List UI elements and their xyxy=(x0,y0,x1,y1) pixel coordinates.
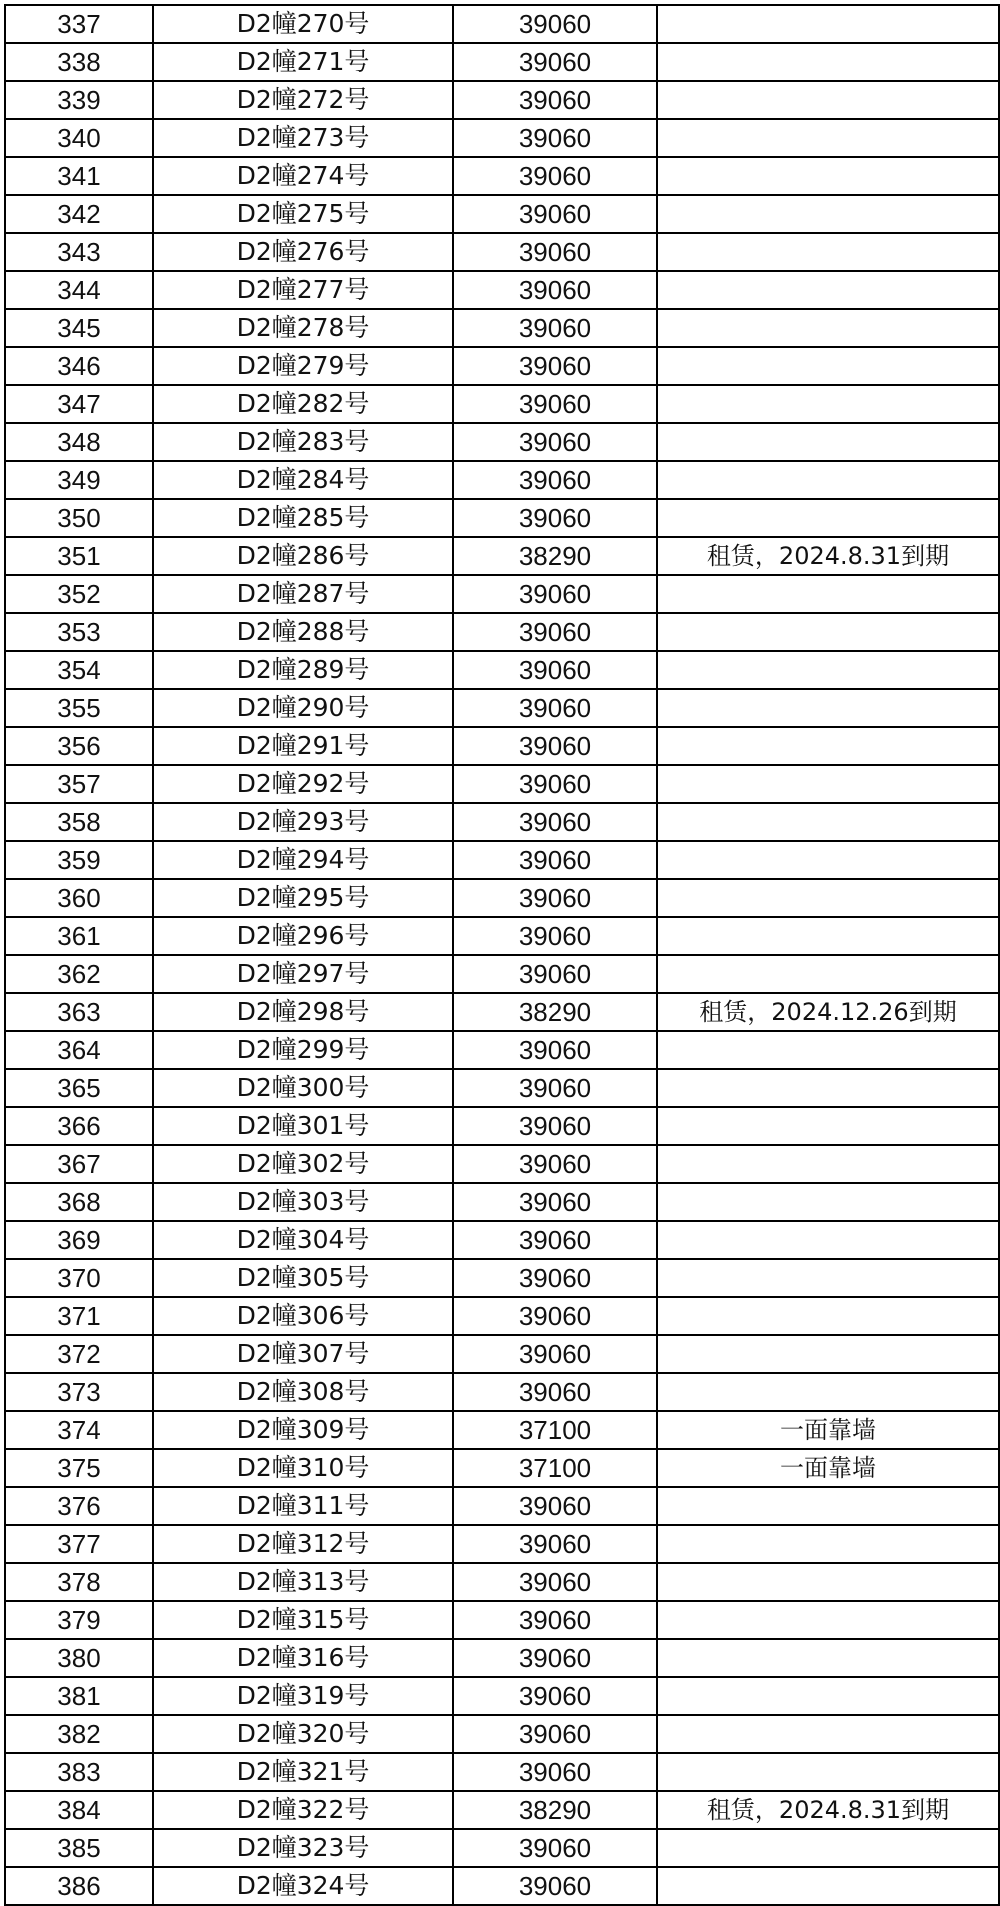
cell-index: 362 xyxy=(5,955,153,993)
cell-index: 372 xyxy=(5,1335,153,1373)
cell-unit: D2幢316号 xyxy=(153,1639,453,1677)
cell-price: 39060 xyxy=(453,575,657,613)
cell-price: 39060 xyxy=(453,423,657,461)
cell-price: 39060 xyxy=(453,879,657,917)
cell-note: 租赁，2024.12.26到期 xyxy=(657,993,999,1031)
cell-unit: D2幢283号 xyxy=(153,423,453,461)
table-row xyxy=(5,537,999,575)
cell-index: 384 xyxy=(5,1791,153,1829)
cell-unit: D2幢285号 xyxy=(153,499,453,537)
cell-index: 361 xyxy=(5,917,153,955)
cell-price: 39060 xyxy=(453,1259,657,1297)
cell-index: 380 xyxy=(5,1639,153,1677)
cell-note xyxy=(657,309,999,347)
table-row xyxy=(5,1183,999,1221)
cell-index: 344 xyxy=(5,271,153,309)
table-row xyxy=(5,917,999,955)
cell-price: 39060 xyxy=(453,1829,657,1867)
cell-price: 39060 xyxy=(453,43,657,81)
cell-index: 355 xyxy=(5,689,153,727)
cell-index: 369 xyxy=(5,1221,153,1259)
cell-index: 379 xyxy=(5,1601,153,1639)
listing-table xyxy=(4,4,1000,1906)
cell-note: 租赁，2024.8.31到期 xyxy=(657,1791,999,1829)
cell-index: 365 xyxy=(5,1069,153,1107)
cell-index: 353 xyxy=(5,613,153,651)
table-row xyxy=(5,1639,999,1677)
cell-note xyxy=(657,917,999,955)
cell-note xyxy=(657,5,999,43)
table-row xyxy=(5,1145,999,1183)
cell-index: 385 xyxy=(5,1829,153,1867)
table-row xyxy=(5,1335,999,1373)
table-row xyxy=(5,195,999,233)
table-row xyxy=(5,81,999,119)
cell-note xyxy=(657,803,999,841)
table-row xyxy=(5,1487,999,1525)
table-row xyxy=(5,1791,999,1829)
cell-price: 37100 xyxy=(453,1449,657,1487)
cell-note xyxy=(657,1715,999,1753)
cell-note: 一面靠墙 xyxy=(657,1411,999,1449)
cell-price: 39060 xyxy=(453,271,657,309)
cell-index: 354 xyxy=(5,651,153,689)
cell-price: 39060 xyxy=(453,1525,657,1563)
cell-unit: D2幢304号 xyxy=(153,1221,453,1259)
table-row xyxy=(5,499,999,537)
cell-note xyxy=(657,1563,999,1601)
cell-index: 341 xyxy=(5,157,153,195)
cell-price: 39060 xyxy=(453,765,657,803)
cell-unit: D2幢271号 xyxy=(153,43,453,81)
cell-index: 374 xyxy=(5,1411,153,1449)
cell-index: 347 xyxy=(5,385,153,423)
cell-unit: D2幢309号 xyxy=(153,1411,453,1449)
cell-unit: D2幢291号 xyxy=(153,727,453,765)
table-row xyxy=(5,1525,999,1563)
cell-unit: D2幢311号 xyxy=(153,1487,453,1525)
cell-price: 39060 xyxy=(453,651,657,689)
cell-note xyxy=(657,765,999,803)
cell-index: 351 xyxy=(5,537,153,575)
cell-note xyxy=(657,1183,999,1221)
cell-note xyxy=(657,1145,999,1183)
table-row xyxy=(5,1221,999,1259)
cell-unit: D2幢319号 xyxy=(153,1677,453,1715)
cell-note xyxy=(657,1829,999,1867)
cell-price: 39060 xyxy=(453,613,657,651)
table-row xyxy=(5,1715,999,1753)
table-row xyxy=(5,385,999,423)
cell-note xyxy=(657,841,999,879)
cell-unit: D2幢298号 xyxy=(153,993,453,1031)
cell-unit: D2幢272号 xyxy=(153,81,453,119)
cell-unit: D2幢305号 xyxy=(153,1259,453,1297)
cell-note xyxy=(657,1867,999,1905)
table-row xyxy=(5,119,999,157)
cell-index: 359 xyxy=(5,841,153,879)
cell-unit: D2幢322号 xyxy=(153,1791,453,1829)
cell-index: 338 xyxy=(5,43,153,81)
table-row xyxy=(5,1069,999,1107)
cell-price: 39060 xyxy=(453,1335,657,1373)
cell-price: 39060 xyxy=(453,1221,657,1259)
cell-index: 340 xyxy=(5,119,153,157)
cell-price: 39060 xyxy=(453,461,657,499)
table-row xyxy=(5,271,999,309)
cell-price: 39060 xyxy=(453,1639,657,1677)
table-row xyxy=(5,157,999,195)
cell-price: 39060 xyxy=(453,1069,657,1107)
cell-note xyxy=(657,423,999,461)
cell-note: 租赁，2024.8.31到期 xyxy=(657,537,999,575)
cell-price: 39060 xyxy=(453,1753,657,1791)
cell-index: 357 xyxy=(5,765,153,803)
cell-note xyxy=(657,271,999,309)
cell-index: 370 xyxy=(5,1259,153,1297)
cell-price: 39060 xyxy=(453,1563,657,1601)
cell-price: 39060 xyxy=(453,803,657,841)
cell-index: 368 xyxy=(5,1183,153,1221)
table-row xyxy=(5,347,999,385)
cell-unit: D2幢299号 xyxy=(153,1031,453,1069)
table-row xyxy=(5,1449,999,1487)
table-row xyxy=(5,1297,999,1335)
cell-unit: D2幢292号 xyxy=(153,765,453,803)
cell-unit: D2幢284号 xyxy=(153,461,453,499)
cell-unit: D2幢315号 xyxy=(153,1601,453,1639)
cell-unit: D2幢308号 xyxy=(153,1373,453,1411)
cell-price: 39060 xyxy=(453,1031,657,1069)
cell-price: 39060 xyxy=(453,1297,657,1335)
cell-price: 39060 xyxy=(453,689,657,727)
cell-unit: D2幢276号 xyxy=(153,233,453,271)
cell-note xyxy=(657,879,999,917)
cell-index: 383 xyxy=(5,1753,153,1791)
cell-index: 360 xyxy=(5,879,153,917)
table-row xyxy=(5,1411,999,1449)
cell-price: 39060 xyxy=(453,917,657,955)
cell-unit: D2幢282号 xyxy=(153,385,453,423)
cell-price: 37100 xyxy=(453,1411,657,1449)
cell-unit: D2幢307号 xyxy=(153,1335,453,1373)
cell-note xyxy=(657,1639,999,1677)
cell-price: 39060 xyxy=(453,841,657,879)
cell-price: 38290 xyxy=(453,993,657,1031)
cell-price: 39060 xyxy=(453,1677,657,1715)
table-row xyxy=(5,1373,999,1411)
cell-index: 337 xyxy=(5,5,153,43)
cell-index: 373 xyxy=(5,1373,153,1411)
cell-note xyxy=(657,689,999,727)
cell-note xyxy=(657,1487,999,1525)
table-row xyxy=(5,309,999,347)
table-row xyxy=(5,993,999,1031)
cell-note xyxy=(657,81,999,119)
cell-unit: D2幢310号 xyxy=(153,1449,453,1487)
cell-note xyxy=(657,119,999,157)
cell-index: 348 xyxy=(5,423,153,461)
cell-price: 39060 xyxy=(453,955,657,993)
cell-note xyxy=(657,651,999,689)
cell-note xyxy=(657,385,999,423)
cell-note xyxy=(657,157,999,195)
cell-unit: D2幢289号 xyxy=(153,651,453,689)
cell-price: 39060 xyxy=(453,1867,657,1905)
cell-unit: D2幢321号 xyxy=(153,1753,453,1791)
cell-index: 378 xyxy=(5,1563,153,1601)
cell-note xyxy=(657,1525,999,1563)
cell-price: 39060 xyxy=(453,119,657,157)
cell-index: 358 xyxy=(5,803,153,841)
cell-index: 356 xyxy=(5,727,153,765)
cell-unit: D2幢323号 xyxy=(153,1829,453,1867)
cell-unit: D2幢278号 xyxy=(153,309,453,347)
cell-price: 39060 xyxy=(453,5,657,43)
cell-price: 39060 xyxy=(453,1107,657,1145)
table-row xyxy=(5,575,999,613)
cell-note xyxy=(657,233,999,271)
table-row xyxy=(5,765,999,803)
cell-unit: D2幢320号 xyxy=(153,1715,453,1753)
table-row xyxy=(5,651,999,689)
table-row xyxy=(5,1601,999,1639)
table-row xyxy=(5,689,999,727)
cell-index: 345 xyxy=(5,309,153,347)
cell-unit: D2幢274号 xyxy=(153,157,453,195)
cell-price: 38290 xyxy=(453,537,657,575)
cell-price: 38290 xyxy=(453,1791,657,1829)
table-body xyxy=(5,5,999,1905)
cell-unit: D2幢273号 xyxy=(153,119,453,157)
table-row xyxy=(5,1867,999,1905)
cell-note xyxy=(657,347,999,385)
table-row xyxy=(5,43,999,81)
cell-unit: D2幢296号 xyxy=(153,917,453,955)
cell-unit: D2幢324号 xyxy=(153,1867,453,1905)
cell-index: 343 xyxy=(5,233,153,271)
cell-price: 39060 xyxy=(453,81,657,119)
cell-price: 39060 xyxy=(453,233,657,271)
cell-note xyxy=(657,727,999,765)
table-row xyxy=(5,1259,999,1297)
cell-unit: D2幢302号 xyxy=(153,1145,453,1183)
cell-index: 382 xyxy=(5,1715,153,1753)
cell-price: 39060 xyxy=(453,385,657,423)
cell-note xyxy=(657,1297,999,1335)
cell-unit: D2幢287号 xyxy=(153,575,453,613)
cell-note xyxy=(657,1221,999,1259)
cell-price: 39060 xyxy=(453,195,657,233)
cell-price: 39060 xyxy=(453,1715,657,1753)
table-row xyxy=(5,955,999,993)
cell-index: 349 xyxy=(5,461,153,499)
cell-index: 375 xyxy=(5,1449,153,1487)
cell-price: 39060 xyxy=(453,1183,657,1221)
cell-index: 342 xyxy=(5,195,153,233)
cell-index: 366 xyxy=(5,1107,153,1145)
table-row xyxy=(5,5,999,43)
table-row xyxy=(5,1829,999,1867)
cell-index: 381 xyxy=(5,1677,153,1715)
cell-note xyxy=(657,1677,999,1715)
cell-index: 350 xyxy=(5,499,153,537)
table-row xyxy=(5,1107,999,1145)
table-row xyxy=(5,1677,999,1715)
cell-index: 363 xyxy=(5,993,153,1031)
cell-note xyxy=(657,1335,999,1373)
cell-note xyxy=(657,575,999,613)
cell-unit: D2幢286号 xyxy=(153,537,453,575)
table-row xyxy=(5,1563,999,1601)
cell-unit: D2幢270号 xyxy=(153,5,453,43)
table-row xyxy=(5,841,999,879)
cell-price: 39060 xyxy=(453,157,657,195)
cell-note xyxy=(657,1753,999,1791)
cell-price: 39060 xyxy=(453,727,657,765)
cell-index: 364 xyxy=(5,1031,153,1069)
table-row xyxy=(5,1031,999,1069)
cell-index: 346 xyxy=(5,347,153,385)
cell-note xyxy=(657,1601,999,1639)
cell-note xyxy=(657,1373,999,1411)
cell-note xyxy=(657,1031,999,1069)
cell-unit: D2幢288号 xyxy=(153,613,453,651)
cell-note xyxy=(657,1107,999,1145)
cell-note xyxy=(657,613,999,651)
cell-price: 39060 xyxy=(453,1487,657,1525)
cell-price: 39060 xyxy=(453,1601,657,1639)
table-row xyxy=(5,233,999,271)
cell-unit: D2幢279号 xyxy=(153,347,453,385)
table-row xyxy=(5,1753,999,1791)
cell-index: 377 xyxy=(5,1525,153,1563)
table-row xyxy=(5,461,999,499)
cell-unit: D2幢306号 xyxy=(153,1297,453,1335)
cell-price: 39060 xyxy=(453,347,657,385)
cell-unit: D2幢301号 xyxy=(153,1107,453,1145)
cell-note xyxy=(657,1069,999,1107)
cell-note xyxy=(657,955,999,993)
cell-unit: D2幢293号 xyxy=(153,803,453,841)
cell-unit: D2幢294号 xyxy=(153,841,453,879)
table-row xyxy=(5,423,999,461)
cell-unit: D2幢303号 xyxy=(153,1183,453,1221)
table-row xyxy=(5,803,999,841)
cell-note xyxy=(657,195,999,233)
cell-note xyxy=(657,461,999,499)
cell-price: 39060 xyxy=(453,1373,657,1411)
cell-unit: D2幢277号 xyxy=(153,271,453,309)
cell-index: 352 xyxy=(5,575,153,613)
cell-unit: D2幢295号 xyxy=(153,879,453,917)
table-row xyxy=(5,879,999,917)
cell-index: 386 xyxy=(5,1867,153,1905)
cell-price: 39060 xyxy=(453,309,657,347)
cell-price: 39060 xyxy=(453,1145,657,1183)
cell-note: 一面靠墙 xyxy=(657,1449,999,1487)
cell-unit: D2幢275号 xyxy=(153,195,453,233)
table-row xyxy=(5,613,999,651)
cell-index: 367 xyxy=(5,1145,153,1183)
cell-note xyxy=(657,499,999,537)
cell-unit: D2幢312号 xyxy=(153,1525,453,1563)
cell-index: 339 xyxy=(5,81,153,119)
cell-note xyxy=(657,1259,999,1297)
cell-price: 39060 xyxy=(453,499,657,537)
cell-unit: D2幢297号 xyxy=(153,955,453,993)
cell-note xyxy=(657,43,999,81)
cell-unit: D2幢290号 xyxy=(153,689,453,727)
cell-unit: D2幢300号 xyxy=(153,1069,453,1107)
cell-index: 376 xyxy=(5,1487,153,1525)
table-row xyxy=(5,727,999,765)
cell-unit: D2幢313号 xyxy=(153,1563,453,1601)
cell-index: 371 xyxy=(5,1297,153,1335)
